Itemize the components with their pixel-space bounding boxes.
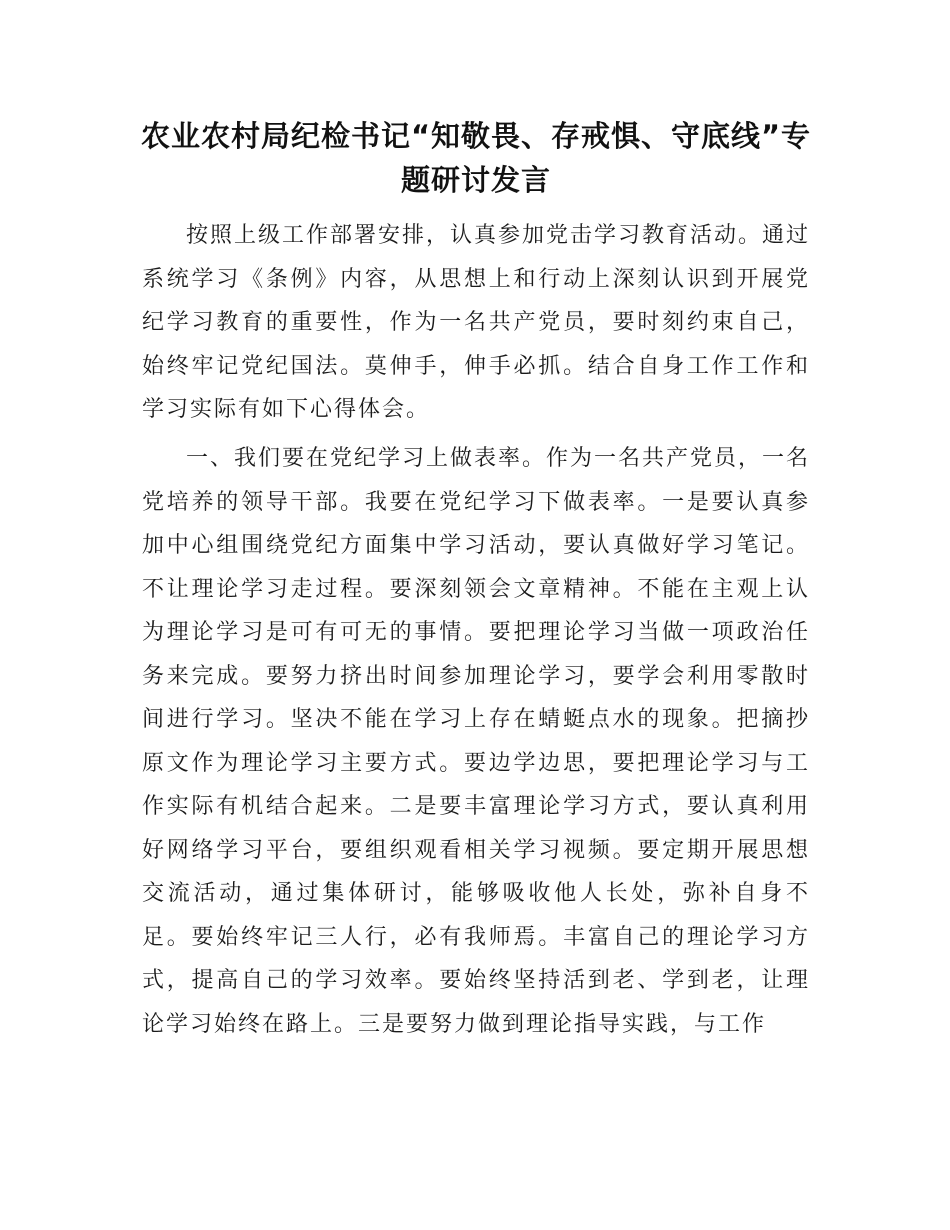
paragraph-section-one: 一、我们要在党纪学习上做表率。作为一名共产党员，一名党培养的领导干部。我要在党纪学习下做表率。一是要认真参加中心组围绕党纪方面集中学习活动，要认真做好学习笔记。不让理论学习走过程。要深刻领会文章精神。不能在主观上认为理论学习是可有可无的事情。要把理论学习当做一项政治任务来完成。要努力挤出时间参加理论学习，要学会利用零散时间进行学习。坚决不能在学习上存在蜻蜓点水的现象。把摘抄原文作为理论学习主要方式。要边学边思，要把理论学习与工作实际有机结合起来。二是要丰富理论学习方式，要认真利用好网络学习平台，要组织观看相关学习视频。要定期开展思想交流活动，通过集体研讨，能够吸收他人长处，弥补自身不足。要始终牢记三人行，必有我师焉。丰富自己的理论学习方式，提高自己的学习效率。要始终坚持活到老、学到老，让理论学习始终在路上。三是要努力做到理论指导实践，与工作 [142,446,811,1037]
paragraph-intro: 按照上级工作部署安排，认真参加党击学习教育活动。通过系统学习《条例》内容，从思想上和行动上深刻认识到开展党纪学习教育的重要性，作为一名共产党员，要时刻约束自己，始终牢记党纪国法。莫伸手，伸手必抓。结合自身工作工作和学习实际有如下心得体会。 [142,223,811,422]
document-title: 农业农村局纪检书记“知敬畏、存戒惧、守底线”专题研讨发言 [140,119,812,197]
